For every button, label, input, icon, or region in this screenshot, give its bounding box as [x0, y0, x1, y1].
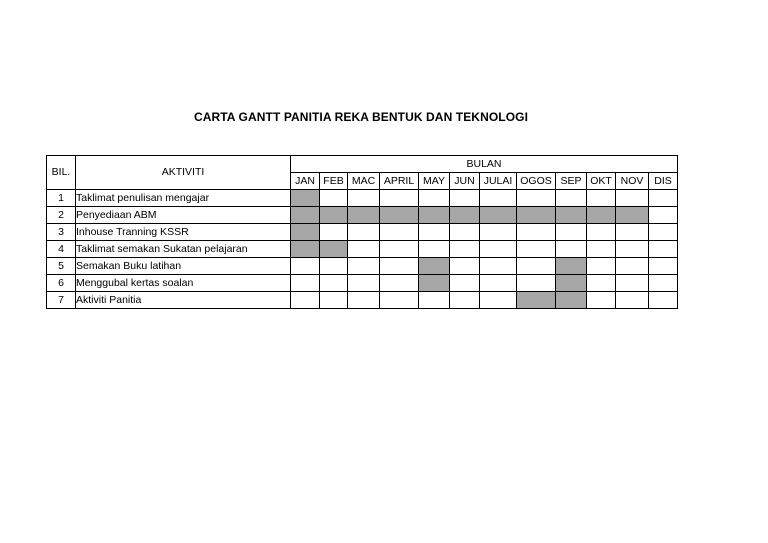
gantt-empty-cell	[616, 190, 649, 207]
gantt-table	[46, 155, 678, 309]
bulan-header: BULAN	[291, 156, 678, 173]
aktiviti-header: AKTIVITI	[76, 156, 291, 190]
gantt-empty-cell	[556, 224, 587, 241]
gantt-empty-cell	[587, 224, 616, 241]
gantt-empty-cell	[450, 275, 480, 292]
month-header: DIS	[649, 173, 678, 190]
gantt-empty-cell	[419, 224, 450, 241]
gantt-bar-cell	[556, 207, 587, 224]
gantt-empty-cell	[517, 190, 556, 207]
gantt-empty-cell	[517, 258, 556, 275]
month-header: MAC	[348, 173, 380, 190]
month-header: SEP	[556, 173, 587, 190]
aktiviti-cell: Aktiviti Panitia	[76, 292, 291, 309]
aktiviti-cell: Taklimat penulisan mengajar	[76, 190, 291, 207]
table-row	[47, 224, 678, 241]
gantt-empty-cell	[291, 292, 320, 309]
gantt-empty-cell	[649, 224, 678, 241]
gantt-empty-cell	[320, 258, 348, 275]
gantt-empty-cell	[616, 275, 649, 292]
gantt-empty-cell	[419, 241, 450, 258]
gantt-bar-cell	[291, 207, 320, 224]
month-header: NOV	[616, 173, 649, 190]
gantt-empty-cell	[587, 190, 616, 207]
bil-cell: 5	[47, 258, 76, 275]
gantt-empty-cell	[517, 241, 556, 258]
gantt-bar-cell	[320, 241, 348, 258]
gantt-empty-cell	[587, 275, 616, 292]
gantt-empty-cell	[649, 241, 678, 258]
gantt-empty-cell	[419, 190, 450, 207]
gantt-empty-cell	[450, 224, 480, 241]
bil-cell: 4	[47, 241, 76, 258]
gantt-empty-cell	[517, 224, 556, 241]
gantt-empty-cell	[616, 241, 649, 258]
gantt-empty-cell	[480, 258, 517, 275]
gantt-bar-cell	[517, 292, 556, 309]
aktiviti-cell: Menggubal kertas soalan	[76, 275, 291, 292]
gantt-empty-cell	[348, 258, 380, 275]
gantt-empty-cell	[649, 207, 678, 224]
gantt-empty-cell	[320, 224, 348, 241]
month-header: APRIL	[380, 173, 419, 190]
table-row	[47, 241, 678, 258]
gantt-empty-cell	[450, 292, 480, 309]
gantt-empty-cell	[348, 275, 380, 292]
gantt-empty-cell	[480, 275, 517, 292]
gantt-empty-cell	[320, 190, 348, 207]
gantt-empty-cell	[587, 292, 616, 309]
gantt-bar-cell	[480, 207, 517, 224]
gantt-bar-cell	[556, 292, 587, 309]
gantt-empty-cell	[320, 275, 348, 292]
gantt-empty-cell	[450, 190, 480, 207]
gantt-bar-cell	[419, 207, 450, 224]
gantt-empty-cell	[480, 241, 517, 258]
gantt-bar-cell	[450, 207, 480, 224]
bil-cell: 7	[47, 292, 76, 309]
bil-header: BIL.	[47, 156, 76, 190]
month-header: JAN	[291, 173, 320, 190]
gantt-empty-cell	[616, 292, 649, 309]
gantt-empty-cell	[517, 275, 556, 292]
table-row	[47, 190, 678, 207]
gantt-empty-cell	[380, 275, 419, 292]
gantt-empty-cell	[450, 241, 480, 258]
gantt-bar-cell	[320, 207, 348, 224]
gantt-empty-cell	[587, 241, 616, 258]
month-header: OKT	[587, 173, 616, 190]
gantt-empty-cell	[380, 190, 419, 207]
month-header: JUN	[450, 173, 480, 190]
table-row	[47, 275, 678, 292]
gantt-bar-cell	[291, 241, 320, 258]
gantt-bar-cell	[380, 207, 419, 224]
gantt-empty-cell	[480, 224, 517, 241]
gantt-empty-cell	[649, 258, 678, 275]
gantt-bar-cell	[587, 207, 616, 224]
page-title: CARTA GANTT PANITIA REKA BENTUK DAN TEKNOLOGI	[193, 110, 529, 124]
gantt-bar-cell	[348, 207, 380, 224]
aktiviti-cell: Taklimat semakan Sukatan pelajaran	[76, 241, 291, 258]
gantt-empty-cell	[380, 258, 419, 275]
gantt-empty-cell	[616, 224, 649, 241]
gantt-bar-cell	[616, 207, 649, 224]
gantt-bar-cell	[556, 275, 587, 292]
gantt-empty-cell	[291, 258, 320, 275]
gantt-bar-cell	[291, 190, 320, 207]
aktiviti-cell: Penyediaan ABM	[76, 207, 291, 224]
month-header: FEB	[320, 173, 348, 190]
table-row	[47, 207, 678, 224]
gantt-empty-cell	[480, 190, 517, 207]
gantt-bar-cell	[419, 275, 450, 292]
gantt-empty-cell	[348, 241, 380, 258]
gantt-bar-cell	[556, 258, 587, 275]
gantt-body	[47, 190, 678, 309]
gantt-empty-cell	[320, 292, 348, 309]
aktiviti-cell: Semakan Buku latihan	[76, 258, 291, 275]
gantt-bar-cell	[419, 258, 450, 275]
gantt-empty-cell	[348, 190, 380, 207]
gantt-empty-cell	[480, 292, 517, 309]
gantt-empty-cell	[380, 292, 419, 309]
gantt-bar-cell	[517, 207, 556, 224]
gantt-empty-cell	[450, 258, 480, 275]
table-row	[47, 258, 678, 275]
month-header: MAY	[419, 173, 450, 190]
table-row	[47, 292, 678, 309]
bil-cell: 3	[47, 224, 76, 241]
gantt-empty-cell	[419, 292, 450, 309]
gantt-empty-cell	[649, 275, 678, 292]
month-header: OGOS	[517, 173, 556, 190]
gantt-empty-cell	[649, 292, 678, 309]
gantt-empty-cell	[587, 258, 616, 275]
gantt-empty-cell	[556, 241, 587, 258]
bil-cell: 6	[47, 275, 76, 292]
aktiviti-cell: Inhouse Tranning KSSR	[76, 224, 291, 241]
bil-cell: 2	[47, 207, 76, 224]
gantt-empty-cell	[380, 241, 419, 258]
gantt-empty-cell	[649, 190, 678, 207]
gantt-empty-cell	[348, 292, 380, 309]
gantt-empty-cell	[291, 275, 320, 292]
bil-cell: 1	[47, 190, 76, 207]
gantt-empty-cell	[616, 258, 649, 275]
month-header: JULAI	[480, 173, 517, 190]
gantt-bar-cell	[291, 224, 320, 241]
gantt-empty-cell	[348, 224, 380, 241]
gantt-empty-cell	[556, 190, 587, 207]
gantt-empty-cell	[380, 224, 419, 241]
